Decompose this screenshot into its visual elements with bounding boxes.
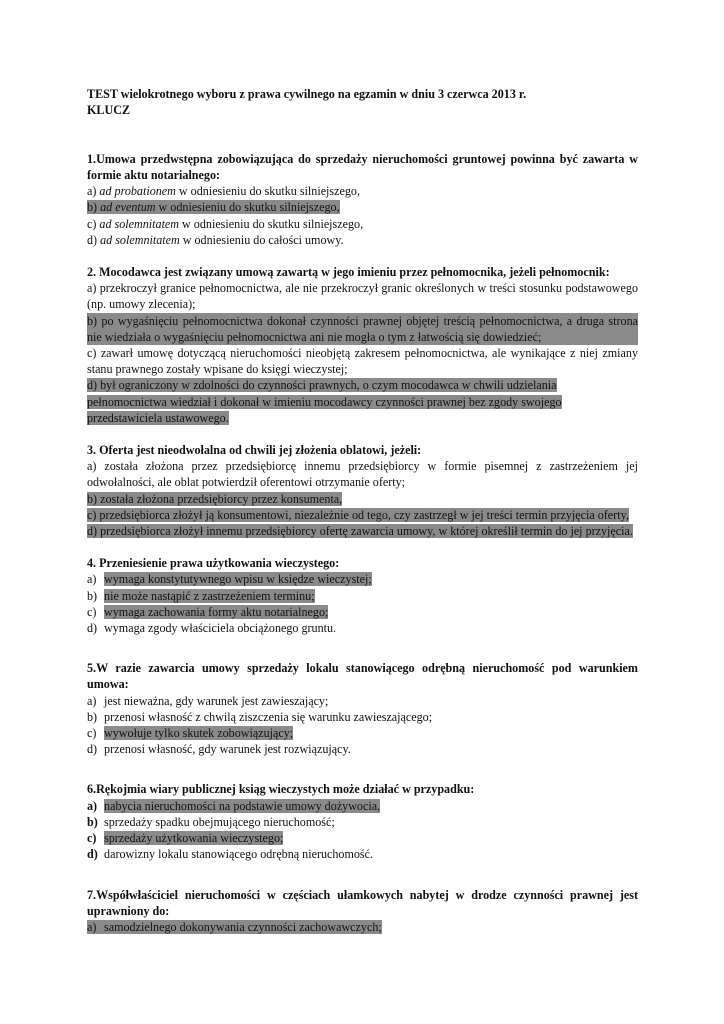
- answer-b-highlighted: b) po wygaśnięciu pełnomocnictwa dokonał czynności prawnej objętej treścią pełnomocnictwa, a druga strona nie wiedziała o wygaśnięciu pełnomocnictwa ani nie mogła o tym z łatwością się dowiedzieć;: [87, 313, 638, 344]
- answer-b: [87, 491, 638, 507]
- answer-label: b): [87, 588, 98, 603]
- answer-c: [87, 604, 638, 620]
- highlighted-answer: d) przedsiębiorca złożył innemu przedsiębiorcy ofertę zawarcia umowy, w której określił termin do jej przyjęcia.: [87, 524, 633, 539]
- answer-text: w odniesieniu do skutku silniejszego,: [155, 200, 340, 215]
- answer-d: [87, 846, 638, 862]
- answer-label: d): [87, 621, 98, 636]
- question-3: [87, 442, 638, 539]
- answer-label: b): [87, 709, 98, 724]
- question-5: [87, 660, 638, 757]
- answer-d: [87, 523, 638, 539]
- answer-a: [87, 571, 638, 587]
- question-text: 1.Umowa przedwstępna zobowiązująca do sprzedaży nieruchomości gruntowej powinna być zawarta w formie aktu notarialnego:: [87, 151, 638, 182]
- document-body: [87, 86, 638, 935]
- latin-term: ad eventum: [100, 200, 156, 215]
- answer-b: [87, 588, 638, 604]
- answer-label: a): [87, 184, 100, 199]
- answer-label: c): [87, 604, 97, 619]
- answer-c: [87, 507, 638, 523]
- answer-label: a): [87, 919, 97, 934]
- answer-text: w odniesieniu do całości umowy.: [179, 232, 344, 247]
- answer-label: d): [87, 742, 98, 757]
- highlighted-answer: nabycia nieruchomości na podstawie umowy dożywocia,: [104, 798, 381, 813]
- answer-a: a) została złożona przez przedsiębiorcę innemu przedsiębiorcy w formie pisemnej z zastrzeżeniem jej odwołalności, ale oblat potwierdził oferentowi otrzymanie oferty;: [87, 459, 638, 490]
- answer-d: [87, 741, 638, 757]
- question-6: [87, 781, 638, 862]
- answer-c: c) zawarł umowę dotyczącą nieruchomości nieobjętą zakresem pełnomocnictwa, ale wynikające z niej zmiany stanu prawnego zostały wpisane do księgi wieczystej;: [87, 346, 638, 377]
- answer-d: [87, 620, 638, 636]
- answer-label: c): [87, 831, 97, 846]
- answer-label: b): [87, 200, 101, 215]
- answer-d: [87, 232, 638, 248]
- answer-c: [87, 725, 638, 741]
- answer-label: d): [87, 847, 98, 862]
- highlighted-answer: wywołuje tylko skutek zobowiązujący;: [104, 726, 294, 741]
- answer-label: c): [87, 216, 100, 231]
- document-title: TEST wielokrotnego wyboru z prawa cywilnego na egzamin w dniu 3 czerwca 2013 r.: [87, 87, 527, 101]
- answer-b: [87, 814, 638, 830]
- highlighted-answer: [87, 200, 340, 214]
- question-1: [87, 151, 638, 248]
- answer-text: przenosi własność z chwilą ziszczenia się warunku zawieszającego;: [104, 709, 433, 724]
- question-text: 7.Współwłaściciel nieruchomości w częściach ułamkowych nabytej w drodze czynności prawnej jest uprawniony do:: [87, 887, 638, 918]
- question-4: [87, 555, 638, 636]
- spacer: [87, 118, 638, 134]
- latin-term: ad solemnitatem: [99, 216, 180, 231]
- highlighted-answer: nie może nastąpić z zastrzeżeniem terminu;: [104, 588, 315, 603]
- question-text: 6.Rękojmia wiary publicznej ksiąg wieczystych może działać w przypadku:: [87, 782, 475, 797]
- question-text: 5.W razie zawarcia umowy sprzedaży lokalu stanowiącego odrębną nieruchomość pod warunkiem umowa:: [87, 661, 638, 692]
- answer-text: samodzielnego dokonywania czynności zachowawczych;: [104, 919, 382, 934]
- answer-text: w odniesieniu do skutku silniejszego,: [179, 216, 364, 231]
- question-text: 2. Mocodawca jest związany umową zawartą w jego imieniu przez pełnomocnika, jeżeli pełnomocnik:: [87, 265, 610, 279]
- answer-text: w odniesieniu do skutku silniejszego,: [175, 184, 360, 199]
- answer-text: wymaga zgody właściciela obciążonego gruntu.: [104, 621, 337, 636]
- latin-term: ad probationem: [99, 184, 176, 199]
- highlighted-answer: wymaga konstytutywnego wpisu w księdze wieczystej;: [104, 572, 372, 587]
- answer-text: sprzedaży spadku obejmującego nieruchomość;: [104, 814, 335, 829]
- answer-c: [87, 830, 638, 846]
- answer-a: [87, 798, 638, 814]
- answer-text: przenosi własność, gdy warunek jest rozwiązujący.: [104, 742, 351, 757]
- answer-text: jest nieważna, gdy warunek jest zawieszający;: [104, 693, 329, 708]
- answer-d-highlighted: d) był ograniczony w zdolności do czynności prawnych, o czym mocodawca w chwili udzielania pełnomocnictwa wiedział i dokonał w imieniu mocodawcy czynności prawnej bez zgody swojego przedstawiciela ustawowego.: [87, 378, 562, 425]
- answer-label: d): [87, 232, 101, 247]
- highlighted-answer: sprzedaży użytkowania wieczystego;: [104, 831, 284, 846]
- highlighted-answer: wymaga zachowania formy aktu notarialnego;: [104, 604, 329, 619]
- question-7: [87, 887, 638, 936]
- answer-a: [87, 919, 638, 935]
- answer-b: [87, 709, 638, 725]
- question-text: 3. Oferta jest nieodwołalna od chwili jej złożenia oblatowi, jeżeli:: [87, 443, 422, 458]
- latin-term: ad solemnitatem: [100, 232, 180, 247]
- answer-text: darowizny lokalu stanowiącego odrębną nieruchomość.: [104, 847, 374, 862]
- answer-label: a): [87, 798, 98, 813]
- answer-a: [87, 693, 638, 709]
- answer-b: [87, 199, 638, 215]
- question-2: [87, 264, 638, 426]
- answer-a: [87, 183, 638, 199]
- answer-label: b): [87, 814, 98, 829]
- highlighted-answer: b) została złożona przedsiębiorcy przez konsumenta,: [87, 491, 343, 506]
- answer-label: a): [87, 693, 97, 708]
- highlighted-answer: c) przedsiębiorca złożył ją konsumentowi, niezależnie od tego, czy zastrzegł w jej treści termin przyjęcia oferty,: [87, 507, 629, 522]
- answer-label: c): [87, 726, 97, 741]
- answer-a: a) przekroczył granice pełnomocnictwa, ale nie przekroczył granic określonych w treści stosunku podstawowego (np. umowy zlecenia);: [87, 281, 638, 312]
- highlighted-answer: [87, 920, 382, 934]
- spacer: [87, 135, 638, 151]
- question-text: 4. Przeniesienie prawa użytkowania wieczystego:: [87, 556, 340, 571]
- answer-c: [87, 216, 638, 232]
- document-subtitle: KLUCZ: [87, 103, 131, 118]
- answer-label: a): [87, 572, 97, 587]
